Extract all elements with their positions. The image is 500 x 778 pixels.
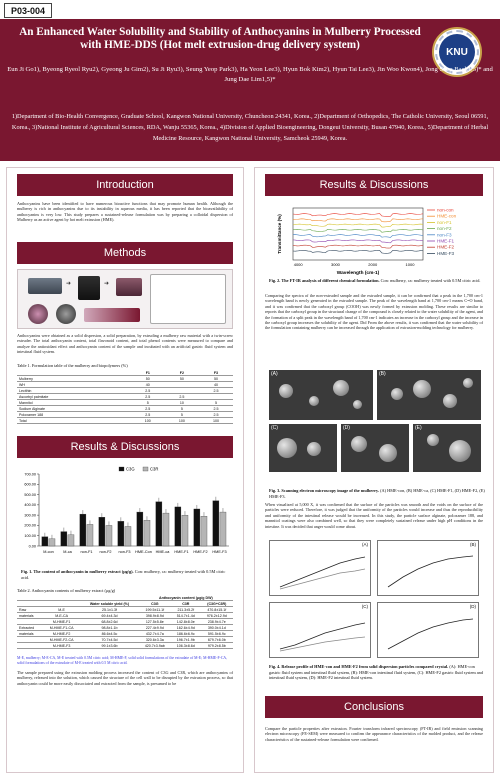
table-cell: 100: [199, 418, 233, 424]
table-cell: M-HME-F2: [43, 631, 80, 637]
table-row: [17, 643, 233, 649]
table-cell: M-HME-F1: [43, 619, 80, 625]
table-cell: 2.5: [165, 394, 199, 400]
right-column: [254, 167, 494, 773]
x-tick-label: 4000: [293, 262, 303, 267]
table2-header-cell: (C3G+C3R): [201, 601, 233, 607]
table-cell: 86.6±4.5c: [80, 631, 138, 637]
table2-header-cell: C3R: [171, 601, 201, 607]
bar-c3r: [87, 524, 93, 546]
fig2-caption: Fig. 2. The FT-IR analysis of different chemical formulation. Con: mulberry, ca: mulberry treated with 0.5M citric acid.: [269, 278, 481, 283]
table-cell: 127.5±5.8e: [139, 619, 171, 625]
table-cell: Total: [17, 418, 131, 424]
bar-c3g: [61, 532, 67, 546]
y-tick-label: 400.00: [24, 503, 36, 508]
table-cell: materials: [17, 613, 43, 619]
release-plot-d: (D): [377, 602, 479, 658]
table-cell: 2.5: [199, 406, 233, 412]
table2-caption: Table 2. Anthocyanin contents of mulberry extract (μg/g): [17, 588, 116, 593]
table-cell: 25.1±1.3f: [80, 607, 138, 613]
ftir-line-non-con: [293, 214, 423, 217]
table-row: [17, 418, 233, 424]
bar-c3g: [118, 521, 124, 546]
sem-image-c: (C): [269, 424, 337, 472]
particle-icon: [56, 304, 76, 324]
table-cell: M-E-CA: [43, 613, 80, 619]
table-cell: Ascorbyl palmitate: [17, 394, 131, 400]
results-right-heading: Results & Discussions: [265, 174, 483, 196]
x-tick-label: M-con: [43, 550, 54, 554]
y-axis-label: Transmittance (%): [277, 214, 282, 254]
bar-c3r: [68, 535, 74, 546]
fig2-text: Comparing the spectra of the non-extruded sample and the extruded sample, it can be confirmed that a peak in the 1,700 cm-1 wavelength band is newly generated in the extruded sample. The peak of the wavelength band at 1,700 cm-1 means C=O band, and it was confirmed that the carboxyl group (COOH) was newly formed by extrusion molding. These results are similar to reports that the carboxyl group in the structural change of the compound is closely related to the water solubility of the agent, and the formation of a split peak in the wavelength band of 1,700 cm-1 indicates an increase in the carboxyl group and the increase in the carboxyl group increases the solubility of the agent. Did From the above results, it was confirmed that the water solubility of the formulation containing mulberry can be increased through the application of extrusion-molding technology for mulberry.: [265, 293, 483, 331]
mulberry-icon: [28, 304, 48, 324]
x-tick-label: 3000: [331, 262, 340, 267]
x-tick-label: 2000: [368, 262, 378, 267]
table-cell: 186.6±6.9c: [171, 631, 201, 637]
conclusions-heading: Conclusions: [265, 696, 483, 718]
table-cell: 2.5: [199, 412, 233, 418]
legend-label: non-F2: [437, 226, 452, 232]
table-cell: 196.7±1.9b: [171, 637, 201, 643]
table-cell: WH: [17, 382, 131, 388]
y-tick-label: 0.00: [28, 544, 36, 549]
ftir-line-hme-f3: [293, 250, 423, 253]
table2-header-cell: C3G: [139, 601, 171, 607]
formulation-icon: [84, 308, 140, 322]
table-cell: 68.8±2.6d: [80, 619, 138, 625]
sem-image-b: (B): [377, 370, 481, 420]
legend-label: HME-con: [437, 213, 457, 219]
bar-c3r: [201, 516, 207, 546]
fig1-caption: Fig. 1. The content of anthocyanin in mulberry extract (μg/g). Con: mulberry, ca: mulberry treated with 0.5M citric acid.: [21, 569, 226, 580]
table-cell: 591.5±6.9c: [201, 631, 233, 637]
fig3-caption: Fig. 3. Scanning electron microscopy image of the mulberry. (A) HME-con, (B) HME-ca, (C) HME-F1, (D) HME-F2, (E) HME-F3.: [269, 488, 485, 499]
legend-swatch: [119, 467, 124, 471]
legend-label: C3R: [150, 466, 159, 472]
table-cell: 5: [165, 412, 199, 418]
table-cell: M-HME-F1-CA: [43, 625, 80, 631]
release-plot-b: (B): [377, 540, 479, 596]
legend-label: HME-F3: [437, 250, 455, 256]
x-tick-label: non-F1: [80, 550, 93, 554]
table-cell: 2.5: [131, 412, 165, 418]
table-cell: 98.8±1.1b: [80, 625, 138, 631]
methods-text: Anthocyanins were obtained as a solid dispersion, a solid preparation, by extruding a mulberry raw material with a twin-screw extruder. The total anthocyanin content, total flavonoid content, and total phenol contents were measured to compare and analyze the antioxidant effect and anthocyanin content of the sample and incubated with an artificial gastric fluid system and intestinal fluid system.: [17, 333, 233, 355]
sem-image-a: (A): [269, 370, 373, 420]
bar-c3r: [163, 513, 169, 546]
bar-c3r: [220, 512, 226, 546]
table-cell: 514.7±1.4d: [171, 613, 201, 619]
y-tick-label: 700.00: [24, 472, 36, 477]
logo-text: KNU: [439, 34, 475, 70]
x-tick-label: HME-ca: [155, 550, 170, 554]
results-left-text: The sample prepared using the extrusion molding process increased the content of C3G and C3R, which are anthocyanins of mulberry, released into the solution, which caused the structure of the cell wall to be disrupted by the extrusion process, so that anthocyanin could be more easily dissociated and extracted from the sample, is presumed to be: [17, 670, 233, 686]
fig3-text: When visualized at 5,000 X, it was confirmed that the surface of the particles was smooth and the voids on the surface of the particles were reduced. Therefore, it was judged that the uniformity of the particles would increase and thus the reproducibility and uniformity of the intestinal release would be increased. In this study, the particle surface alginate, poloxamer 188, and mannitol coatings were also combined well, so that they were completely sustained release under high pH conditions in the intestine. It was decided that anger would come about.: [265, 502, 483, 529]
x-tick-label: non-F3: [118, 550, 131, 554]
table-cell: M-E: [43, 607, 80, 613]
x-tick-label: HME-F2: [193, 550, 208, 554]
results-left-heading: Results & Discussions: [17, 436, 233, 458]
author-list: Eun Ji Go1), Byeong Ryeol Ryu2), Gyeong Ju Gim2), Su Ji Ryu3), Seung Yeop Park3), Ha Yeon Lee3), Hyun Bok Kim2), Hyun Tai Lee3), Jin Woo Kwon4), Jong Suep Baek1,5)* and Jung Dae Lim1,5)*: [7, 66, 493, 83]
x-tick-label: HME-F1: [174, 550, 189, 554]
table-cell: 5: [199, 400, 233, 406]
table-cell: 238.9±4.7e: [201, 619, 233, 625]
table-cell: 40: [131, 382, 165, 388]
table-cell: 2.5: [199, 388, 233, 394]
table2-note: M-E, mulberry; M-E-CA, M-E treated with 0.5M citric acid; M-HME-F, solid solid formulations of the extrudate of M-E; M-HME-F-CA, solid formulations of the extrudate of M-E treated with 0.5 M citric acid.: [17, 656, 228, 665]
table-cell: Lecithin: [17, 388, 131, 394]
table1-header-cell: F1: [131, 370, 165, 376]
table-cell: 320.6±3.3a: [139, 637, 171, 643]
anthocyanin-bar-chart: [17, 464, 233, 566]
table-cell: 2.5: [131, 406, 165, 412]
table1-caption: Table 1. Formulation table of the mulberry and biopolymers (%): [17, 363, 128, 368]
table-cell: 50: [131, 376, 165, 382]
table-cell: 5: [165, 406, 199, 412]
table2-group-header: Anthocyanin content (μg/g DW): [139, 595, 233, 601]
bar-c3g: [194, 509, 200, 546]
table-cell: 142.8±8.0e: [171, 619, 201, 625]
table-cell: 211.3±5.2f: [171, 607, 201, 613]
bar-c3g: [213, 501, 219, 546]
ftir-line-non-f2: [293, 229, 423, 232]
y-tick-label: 500.00: [24, 492, 36, 497]
conclusions-text: Compare the particle properties after extrusion. Fourier transform infrared spectroscopy (FT-IR) and field emission scanning electron microscopy (FE-SEM) were measured to confirm the appearance characteristics of the molded product, and the release characteristics of the sustained-release formulation were confirmed.: [265, 726, 483, 742]
table-cell: 106.3±8.6d: [171, 643, 201, 649]
table-cell: Poloxamer 188: [17, 412, 131, 418]
table-cell: 40: [199, 382, 233, 388]
bar-c3g: [156, 502, 162, 546]
table-cell: 10: [165, 400, 199, 406]
legend-label: non-con: [437, 207, 454, 213]
table-cell: materials: [17, 631, 43, 637]
ftir-spectra-chart: [275, 204, 475, 276]
extruder-device-icon: [28, 278, 62, 294]
y-tick-label: 100.00: [24, 534, 36, 539]
table1-header-cell: F2: [165, 370, 199, 376]
table1-header-cell: F3: [199, 370, 233, 376]
release-profile-plots: [269, 540, 481, 660]
left-column: [6, 167, 244, 773]
ftir-line-hme-f2: [293, 245, 423, 248]
sem-image-e: (E): [413, 424, 481, 472]
bar-c3g: [42, 537, 48, 546]
table-cell: 69.4±4.3d: [80, 613, 138, 619]
table-cell: 398.9±8.9d: [139, 613, 171, 619]
methods-heading: Methods: [17, 242, 233, 264]
bar-c3g: [175, 507, 181, 546]
bar-c3g: [99, 517, 105, 546]
y-tick-label: 600.00: [24, 482, 36, 487]
anthocyanin-table: [17, 595, 233, 651]
powder-icon: [116, 278, 142, 296]
x-tick-label: M-ca: [63, 550, 72, 554]
ftir-line-hme-con: [293, 219, 423, 222]
release-plot-c: (C): [269, 602, 371, 658]
table-cell: M-HME-F2-CA: [43, 637, 80, 643]
table-cell: Sodium Alginate: [17, 406, 131, 412]
bar-c3r: [49, 539, 55, 546]
table-cell: 420.7±3.9ab: [139, 643, 171, 649]
affiliations: 1)Department of Bio-Health Convergence, Graduate School, Kangwon National University, Chuncheon 24341, Korea., 2)Department of Orthopedics, The Catholic University, Seoul 06591, Korea., 3)National Institute of Agricultural Sciences, RDA, Wanju 55365, Korea., 4)Division of Applied Bioengineering, Dongeui University, Busan 47940, Korea., 5)Department of Herbal Medicine Resource, Kangwon National University, Samcheok 25949, Korea.: [11, 113, 489, 142]
x-tick-label: HME-F3: [212, 550, 227, 554]
poster-id: P03-004: [4, 3, 52, 18]
introduction-text: Anthocyanins have been identified to have numerous bioactive functions that may promote human health. Although the mulberry is rich in anthocyanins due to its instability in aqueous media, it has been reported that the bioavailability of anthocyanins is very low. This study prepares a sustained-release formulation was by preparing a colloidal dispersion of Mulberry as an active agent by hot melt extrusion (HME).: [17, 201, 233, 223]
table-cell: 70.7±4.5d: [80, 637, 138, 643]
legend-label: non-F3: [437, 232, 452, 238]
table-cell: 470.8±15.1f: [201, 607, 233, 613]
table-cell: 679.7±6.0b: [201, 637, 233, 643]
y-tick-label: 300.00: [24, 513, 36, 518]
table-cell: 99.1±3.6b: [80, 643, 138, 649]
ftir-line-non-f3: [293, 235, 423, 238]
table-cell: 432.7±4.7a: [139, 631, 171, 637]
table-cell: 2.5: [131, 394, 165, 400]
x-tick-label: HME-Con: [135, 550, 152, 554]
table-cell: 979.2±8.5b: [201, 643, 233, 649]
legend-label: HME-F2: [437, 244, 455, 250]
ftir-line-non-f1: [293, 224, 423, 227]
table-cell: 390.0±4.1d: [201, 625, 233, 631]
ftir-line-hme-f1: [293, 240, 423, 243]
fig4-caption: Fig. 4. Release profile of HME-con and HME-F2 from solid dispersion particles compared crystal. (A): HME-con gastric fluid system and intestinal fluid system, (B): HME-con intestinal fluid system, (C): HME-F2 gastric fluid system and intestinal fluid system, (D): HME-F2 intestinal fluid system.: [269, 664, 483, 680]
introduction-heading: Introduction: [17, 174, 233, 196]
process-diagram-icon: [150, 274, 226, 324]
table-cell: 50: [165, 376, 199, 382]
bar-c3r: [125, 526, 131, 546]
table2-header-cell: Water soluble yield (%): [80, 601, 138, 607]
release-plot-a: (A): [269, 540, 371, 596]
table-cell: Mannitol: [17, 400, 131, 406]
arrow-right-icon: ➜: [66, 281, 72, 287]
table-cell: 162.6±4.9d: [171, 625, 201, 631]
arrow-right-icon: ➜: [104, 281, 110, 287]
table-cell: 2.5: [131, 388, 165, 394]
table-cell: M-HME-F3: [43, 643, 80, 649]
table-cell: Mulberry: [17, 376, 131, 382]
methods-workflow-figure: [17, 269, 233, 329]
legend-label: HME-F1: [437, 238, 455, 244]
legend-label: non-F1: [437, 219, 452, 225]
bar-c3r: [106, 525, 112, 546]
extrudate-icon: [78, 276, 100, 300]
table-cell: 976.2±12.9d: [201, 613, 233, 619]
table-cell: 199.5±11.1f: [139, 607, 171, 613]
table-cell: [17, 643, 43, 649]
legend-label: C3G: [126, 466, 135, 472]
sem-image-d: (D): [341, 424, 409, 472]
table-cell: 5: [131, 400, 165, 406]
table-cell: 100: [131, 418, 165, 424]
bar-c3r: [182, 515, 188, 546]
bar-c3r: [144, 520, 150, 546]
poster-title: An Enhanced Water Solubility and Stability of Anthocyanins in Mulberry Processed with HME-DDS (Hot melt extrusion-drug delivery system): [19, 26, 421, 51]
table-cell: 100: [165, 418, 199, 424]
table-cell: Extracted: [17, 625, 43, 631]
bar-c3g: [137, 512, 143, 546]
bar-c3g: [80, 514, 86, 546]
formulation-table: [17, 370, 233, 423]
y-tick-label: 200.00: [24, 523, 36, 528]
x-tick-label: non-F2: [99, 550, 112, 554]
legend-swatch: [143, 467, 148, 471]
table-cell: 50: [199, 376, 233, 382]
table-cell: 227.4±9.9d: [139, 625, 171, 631]
x-tick-label: 1000: [405, 262, 415, 267]
x-axis-label: Wavelength (cm-1): [336, 271, 380, 276]
table-cell: Raw: [17, 607, 43, 613]
sem-image-grid: [269, 370, 481, 524]
poster-header: [0, 19, 500, 161]
